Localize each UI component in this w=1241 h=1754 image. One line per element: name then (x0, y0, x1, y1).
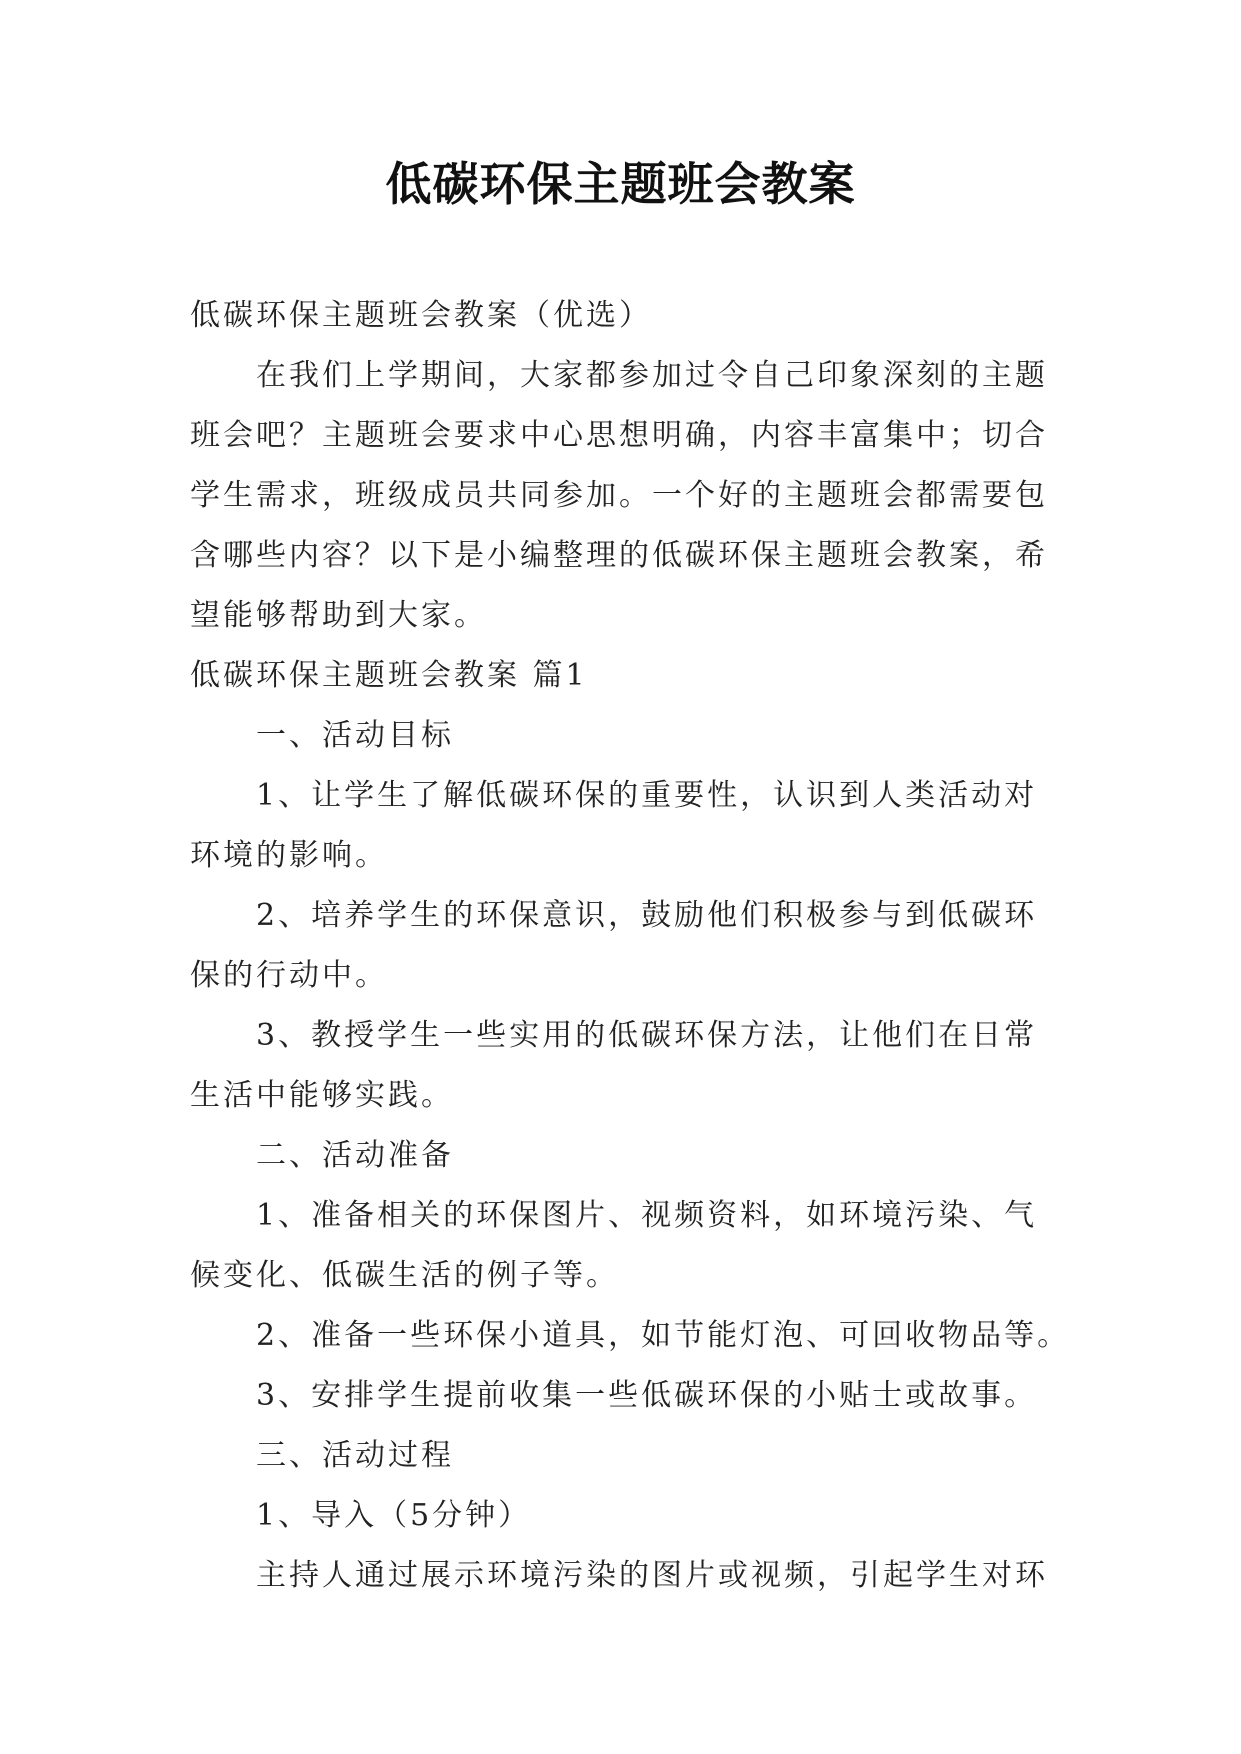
section-subheading: 二、活动准备 (256, 1138, 454, 1173)
section-subheading: 一、活动目标 (256, 718, 454, 753)
paragraph-line: 1、导入（5分钟） (256, 1498, 532, 1533)
paragraph-line: 2、准备一些环保小道具，如节能灯泡、可回收物品等。 (256, 1318, 1071, 1353)
document-body (190, 286, 1071, 1606)
paragraph-line: 3、教授学生一些实用的低碳环保方法，让他们在日常 (256, 1018, 1038, 1053)
paragraph-line: 在我们上学期间，大家都参加过令自己印象深刻的主题 (256, 358, 1048, 393)
paragraph-line: 保的行动中。 (190, 958, 388, 993)
paragraph-line: 候变化、低碳生活的例子等。 (190, 1258, 619, 1293)
paragraph-line: 主持人通过展示环境污染的图片或视频，引起学生对环 (256, 1558, 1048, 1593)
paragraph-line: 学生需求，班级成员共同参加。一个好的主题班会都需要包 (190, 478, 1048, 513)
paragraph-line: 2、培养学生的环保意识，鼓励他们积极参与到低碳环 (256, 898, 1038, 933)
paragraph-line: 生活中能够实践。 (190, 1078, 454, 1113)
section-subheading: 三、活动过程 (256, 1438, 454, 1473)
subtitle-line: 低碳环保主题班会教案（优选） (190, 298, 652, 333)
paragraph-line: 含哪些内容？以下是小编整理的低碳环保主题班会教案，希 (190, 538, 1048, 573)
paragraph-line: 环境的影响。 (190, 838, 388, 873)
section-heading: 低碳环保主题班会教案 篇1 (190, 658, 588, 693)
paragraph-line: 1、准备相关的环保图片、视频资料，如环境污染、气 (256, 1198, 1038, 1233)
paragraph-line: 1、让学生了解低碳环保的重要性，认识到人类活动对 (256, 778, 1038, 813)
paragraph-line: 3、安排学生提前收集一些低碳环保的小贴士或故事。 (256, 1378, 1038, 1413)
paragraph-line: 班会吧？主题班会要求中心思想明确，内容丰富集中；切合 (190, 418, 1048, 453)
paragraph-line: 望能够帮助到大家。 (190, 598, 487, 633)
document-title: 低碳环保主题班会教案 (385, 157, 856, 211)
